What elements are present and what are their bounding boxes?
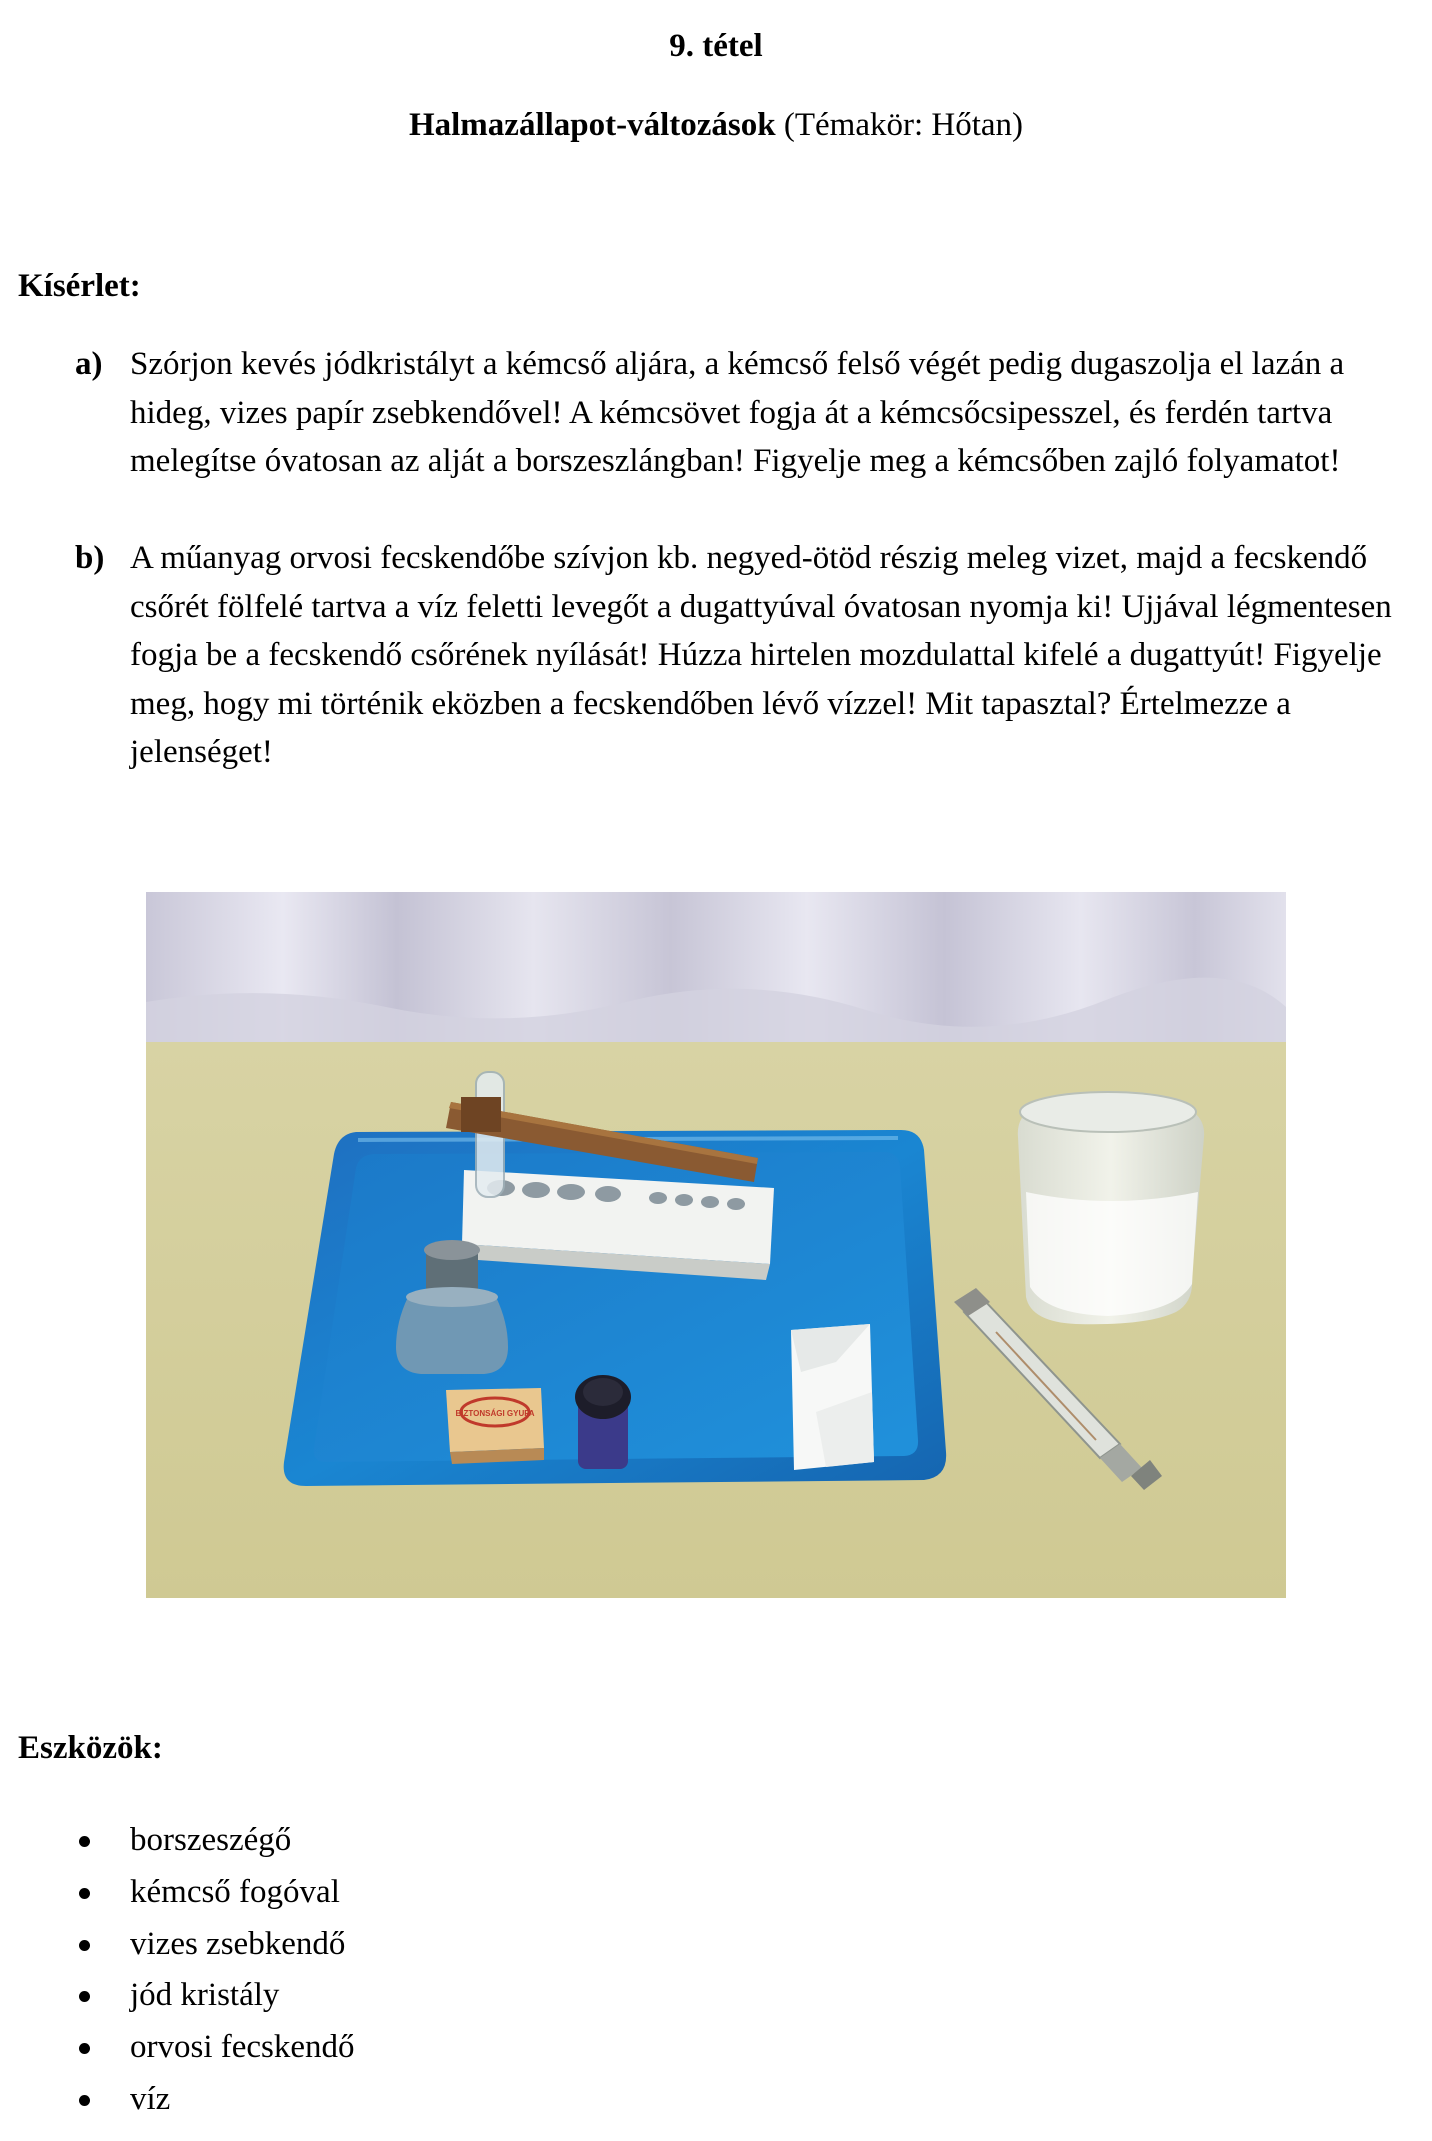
- matchbox-label: BIZTONSÁGI GYUFA: [455, 1409, 535, 1418]
- list-item: [75, 1970, 355, 2022]
- document-subtitle: [0, 101, 1432, 149]
- list-item: [75, 2022, 355, 2074]
- list-item: [75, 1919, 355, 1971]
- list-item-text: borszeszégő: [130, 1822, 292, 1858]
- bullet-icon: [79, 1888, 90, 1899]
- bullet-icon: [79, 2095, 90, 2106]
- bullet-icon: [79, 2043, 90, 2054]
- paper-tissue: [791, 1324, 874, 1470]
- list-item: [75, 1867, 355, 1919]
- glass-beaker: [1018, 1092, 1204, 1324]
- list-item: [75, 2074, 355, 2126]
- task-text: Szórjon kevés jódkristályt a kémcső aljára, a kémcső felső végét pedig dugaszolja el lazán a hideg, vizes papír zsebkendővel! A kémcsövet fogja át a kémcsőcsipesszel, és ferdén tartva melegítse óvatosan az alját a borszeszlángban! Figyelje meg a kémcsőben zajló folyamatot!: [130, 346, 1345, 479]
- document-title: 9. tétel: [669, 28, 763, 64]
- task-text: A műanyag orvosi fecskendőbe szívjon kb. negyed-ötöd részig meleg vizet, majd a fecskendő csőrét fölfelé tartva a víz feletti levegőt a dugattyúval óvatosan nyomja ki! Ujjával légmentesen fogja be a fecskendő csőrének nyílását! Húzza hirtelen mozdulattal kifelé a dugattyút! Figyelje meg, hogy mi történik eközben a fecskendőben lévő vízzel! Mit tapasztal? Értelmezze a jelenséget!: [130, 540, 1392, 770]
- bullet-icon: [79, 1836, 90, 1847]
- bullet-icon: [79, 1940, 90, 1951]
- list-item-text: víz: [130, 2080, 171, 2117]
- task-marker: b): [75, 540, 105, 576]
- task-b: [75, 534, 1415, 777]
- list-item-text: orvosi fecskendő: [130, 2029, 355, 2066]
- topic-area: (Témakör: Hőtan): [775, 107, 1024, 143]
- experiment-heading: Kísérlet:: [18, 268, 141, 304]
- list-item-text: vizes zsebkendő: [130, 1925, 346, 1962]
- tools-list: [75, 1815, 355, 2126]
- task-marker: a): [75, 346, 103, 382]
- list-item: [75, 1815, 355, 1867]
- topic-title: Halmazállapot-változások: [408, 107, 776, 143]
- tools-heading: Eszközök:: [18, 1730, 163, 1766]
- list-item-text: kémcső fogóval: [130, 1873, 340, 1910]
- bullet-icon: [79, 1991, 90, 2002]
- experiment-photo: [146, 892, 1286, 1598]
- matchbox: [446, 1388, 544, 1464]
- list-item-text: jód kristály: [130, 1977, 280, 2014]
- iodine-jar: [575, 1375, 631, 1469]
- task-a: [75, 340, 1415, 486]
